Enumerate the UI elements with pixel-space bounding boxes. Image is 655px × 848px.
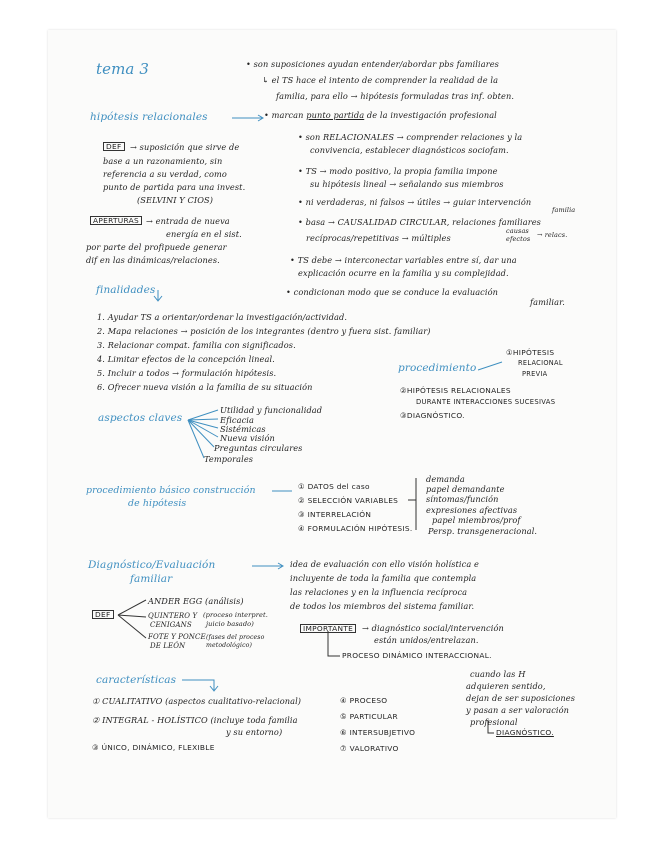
- caract-left-0: ① CUALITATIVO (aspectos cualitativo-relacional): [92, 696, 302, 706]
- aspecto-3: Nueva visión: [220, 433, 275, 443]
- diag-def-box: DEF: [92, 610, 114, 619]
- diag-def-8: metodológico): [206, 642, 252, 649]
- importante-0: → diagnóstico social/intervención: [362, 623, 504, 633]
- diag-def-0: ANDER EGG (análisis): [148, 596, 244, 606]
- marcan-a: • marcan: [264, 110, 307, 120]
- diag-def-5: FOTE Y PONCE: [148, 633, 206, 641]
- const-step-3: ③ INTERRELACIÓN: [298, 510, 372, 519]
- rb-5: familia: [552, 206, 576, 214]
- aspecto-5: Temporales: [204, 454, 254, 464]
- importante-1: están unidos/entrelazan.: [374, 635, 479, 645]
- aspectos-heading: aspectos claves: [98, 412, 183, 424]
- note-5: DIAGNÓSTICO.: [496, 728, 554, 737]
- note-1: adquieren sentido,: [466, 681, 546, 691]
- variable-3: expresiones afectivas: [426, 505, 518, 515]
- rb-7: recíprocas/repetitivas → múltiples: [306, 233, 451, 243]
- note-4: profesional: [470, 717, 518, 727]
- caract-right-1: ⑤ PARTICULAR: [340, 712, 398, 721]
- diag-intro-3: de todos los miembros del sistema familiar.: [290, 601, 475, 611]
- diagnostico-heading-2: familiar: [130, 573, 173, 585]
- proc-step-1c: PREVIA: [522, 370, 548, 378]
- def-line-2: referencia a su verdad, como: [103, 169, 227, 179]
- proc-step-2: ②HIPÓTESIS RELACIONALES: [400, 386, 511, 395]
- def-line-4: (SELVINI Y CIOS): [137, 195, 214, 205]
- diagnostico-heading-1: Diagnóstico/Evaluación: [88, 559, 216, 571]
- caract-right-2: ⑥ INTERSUBJETIVO: [340, 728, 416, 737]
- rb-3: su hipótesis lineal → señalando sus miembros: [310, 179, 504, 189]
- caract-left-3: ③ ÚNICO, DINÁMICO, FLEXIBLE: [92, 743, 215, 752]
- diag-intro-2: las relaciones y en la influencia recíproca: [290, 587, 468, 597]
- apertura-line-2: por parte del profipuede generar: [86, 242, 227, 252]
- construccion-heading-1: procedimiento básico construcción: [86, 485, 256, 496]
- rb-0: • son RELACIONALES → comprender relaciones y la: [298, 132, 523, 142]
- rb-14: familiar.: [530, 297, 565, 307]
- aspecto-0: Utilidad y funcionalidad: [220, 405, 323, 415]
- proc-step-3: ③DIAGNÓSTICO.: [400, 411, 465, 420]
- diag-def-4: juicio basado): [206, 620, 254, 628]
- aspecto-1: Eficacia: [220, 415, 254, 425]
- diag-intro-0: idea de evaluación con ello visión holística e: [290, 559, 479, 569]
- aspecto-4: Preguntas circulares: [214, 443, 303, 453]
- def-line-1: base a un razonamiento, sin: [103, 156, 223, 166]
- diag-intro-1: incluyente de toda la familia que contempla: [290, 573, 477, 583]
- finalidad-1: 1. Ayudar TS a orientar/ordenar la investigación/actividad.: [97, 312, 348, 322]
- rb-11: • TS debe → interconectar variables entre sí, dar una: [290, 255, 517, 265]
- rb-13: • condicionan modo que se conduce la evaluación: [286, 287, 498, 297]
- intro-line-3: familia, para ello → hipótesis formuladas tras inf. obten.: [276, 91, 515, 101]
- diag-def-1: QUINTERO Y: [148, 612, 198, 620]
- finalidad-5: 5. Incluir a todos → formulación hipótesis.: [97, 368, 277, 378]
- construccion-heading-2: de hipótesis: [128, 498, 187, 509]
- rb-8: causas: [506, 227, 529, 235]
- def-line-0: → suposición que sirve de: [130, 142, 240, 152]
- const-step-4: ④ FORMULACIÓN HIPÓTESIS.: [298, 524, 413, 533]
- variable-1: papel demandante: [426, 484, 505, 494]
- note-0: cuando las H: [470, 669, 526, 679]
- apertura-line-3: dif en las dinámicas/relaciones.: [86, 255, 220, 265]
- apertura-line-1: energía en el sist.: [166, 229, 242, 239]
- rb-6: • basa → CAUSALIDAD CIRCULAR, relaciones familiares: [298, 217, 541, 227]
- variable-0: demanda: [426, 474, 465, 484]
- diag-def-7: (fases del proceso: [206, 634, 265, 641]
- note-2: dejan de ser suposiciones: [466, 693, 576, 703]
- def-box: DEF: [103, 142, 125, 151]
- finalidad-6: 6. Ofrecer nueva visión a la familia de su situación: [97, 382, 313, 392]
- caracteristicas-heading: características: [96, 674, 177, 686]
- proc-step-1b: RELACIONAL: [518, 359, 563, 367]
- rb-10: → relacs.: [537, 231, 568, 239]
- rb-2: • TS → modo positivo, la propia familia impone: [298, 166, 498, 176]
- caract-right-3: ⑦ VALORATIVO: [340, 744, 399, 753]
- finalidad-2: 2. Mapa relaciones → posición de los integrantes (dentro y fuera sist. familiar): [97, 326, 431, 336]
- variable-5: Persp. transgeneracional.: [428, 526, 538, 536]
- finalidades-heading: finalidades: [96, 284, 156, 296]
- apertura-line-0: → entrada de nueva: [146, 216, 230, 226]
- caract-left-1: ② INTEGRAL - HOLÍSTICO (incluye toda familia: [92, 715, 298, 725]
- note-3: y pasan a ser valoración: [466, 705, 570, 715]
- rb-12: explicación ocurre en la familia y su complejidad.: [298, 268, 509, 278]
- intro-line-2: ↳ el TS hace el intento de comprender la realidad de la: [262, 75, 499, 85]
- proc-step-2b: DURANTE INTERACCIONES SUCESIVAS: [416, 398, 556, 406]
- intro-line-1: • son suposiciones ayudan entender/abordar pbs familiares: [246, 59, 499, 69]
- variable-4: papel miembros/prof: [432, 515, 521, 525]
- aperturas-box: APERTURAS: [90, 216, 142, 225]
- marcan-line: [264, 111, 497, 119]
- rb-9: efectos: [506, 235, 531, 243]
- diag-def-6: DE LEÓN: [150, 642, 186, 650]
- rb-1: convivencia, establecer diagnósticos sociofam.: [310, 145, 509, 155]
- proc-step-1: ①HIPÓTESIS: [506, 348, 555, 357]
- importante-2: PROCESO DINÁMICO INTERACCIONAL.: [342, 651, 492, 660]
- caract-right-0: ④ PROCESO: [340, 696, 388, 705]
- const-step-1: ① DATOS del caso: [298, 482, 370, 491]
- rb-4: • ni verdaderas, ni falsos → útiles → guiar intervención: [298, 197, 532, 207]
- finalidad-3: 3. Relacionar compat. familia con significados.: [97, 340, 296, 350]
- finalidad-4: 4. Limitar efectos de la concepción lineal.: [97, 354, 275, 364]
- hipotesis-heading: hipótesis relacionales: [90, 111, 208, 123]
- caract-left-2: y su entorno): [226, 727, 283, 737]
- marcan-c: de la investigación profesional: [364, 110, 497, 120]
- marcan-b: punto partida: [306, 110, 365, 120]
- diag-def-3: (proceso interpret.: [203, 611, 268, 619]
- procedimiento-heading: procedimiento: [398, 362, 477, 374]
- const-step-2: ② SELECCIÓN VARIABLES: [298, 496, 399, 505]
- aspecto-2: Sistémicas: [220, 424, 266, 434]
- importante-box: IMPORTANTE: [300, 624, 356, 633]
- topic-title: tema 3: [96, 60, 149, 78]
- def-line-3: punto de partida para una invest.: [103, 182, 246, 192]
- diag-def-2: CENIGANS: [150, 621, 192, 629]
- variable-2: síntomas/función: [426, 494, 499, 504]
